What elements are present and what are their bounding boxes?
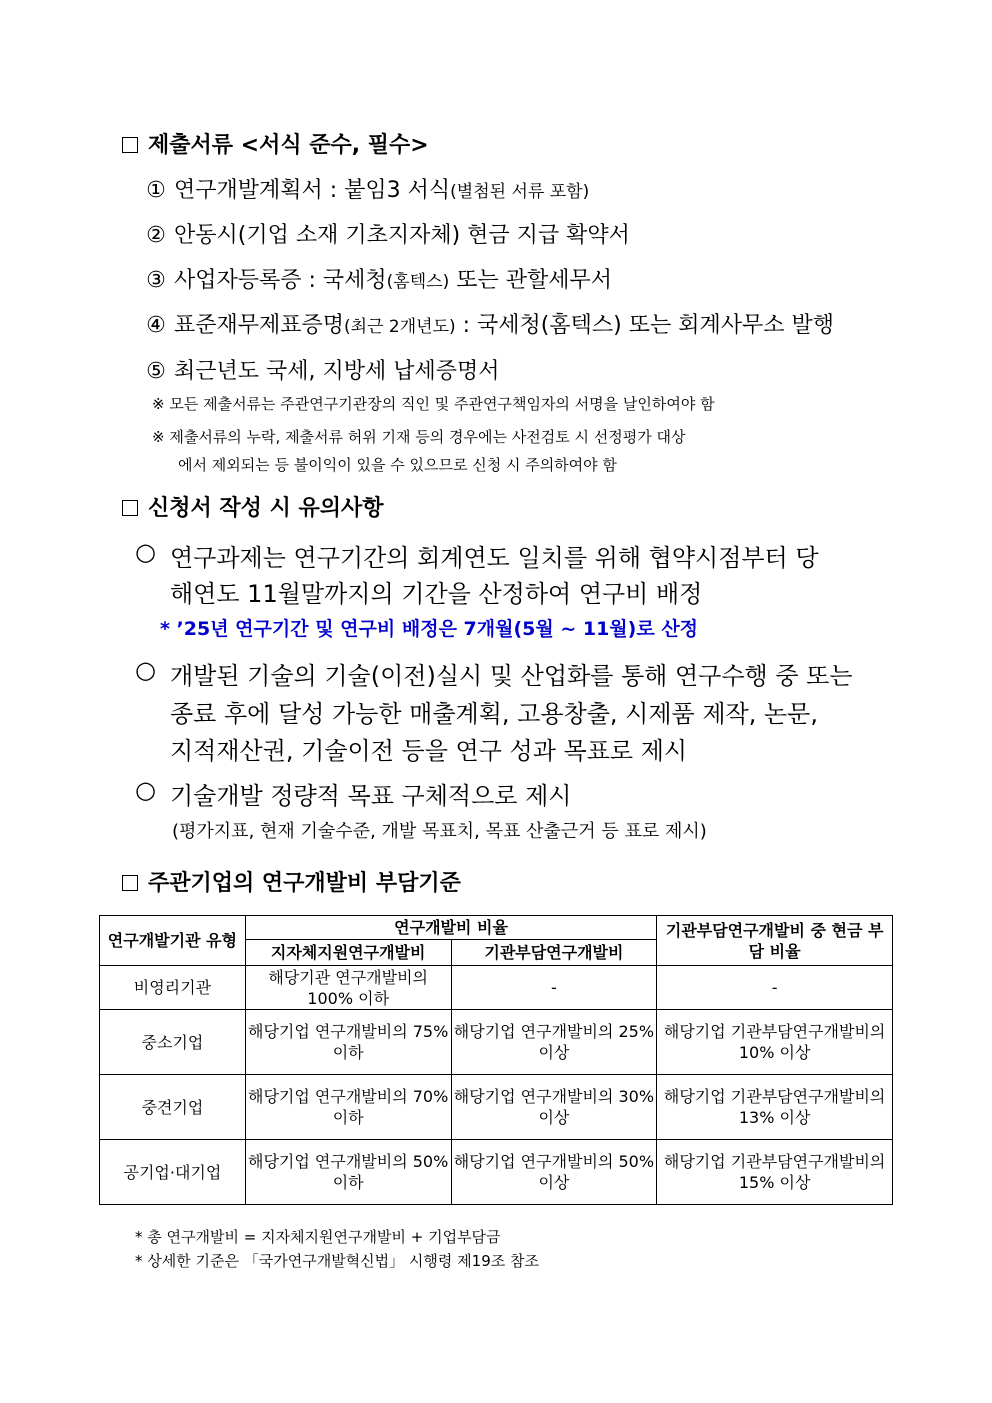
footnote-total: * 총 연구개발비 = 지자체지원연구개발비 + 기업부담금 — [135, 1228, 501, 1246]
header-ratio: 연구개발비 비율 — [245, 916, 656, 940]
cell-local: 해당기업 연구개발비의 50%이하 — [245, 1140, 451, 1205]
para-2-line-1: 개발된 기술의 기술(이전)실시 및 산업화를 통해 연구수행 중 또는 — [170, 662, 853, 690]
footnote-law: * 상세한 기준은 「국가연구개발혁신법」 시행령 제19조 참조 — [135, 1252, 539, 1270]
square-bullet-icon — [122, 137, 138, 153]
period-note: * ’25년 연구기간 및 연구비 배정은 7개월(5월 ~ 11월)로 산정 — [160, 618, 699, 640]
cell-type: 공기업·대기업 — [100, 1140, 246, 1205]
cell-cash: 해당기업 기관부담연구개발비의 10% 이상 — [657, 1010, 893, 1075]
para-1-line-1: 연구과제는 연구기간의 회계연도 일치를 위해 협약시점부터 당 — [170, 544, 819, 572]
table-row — [100, 1140, 893, 1205]
cell-inst: 해당기업 연구개발비의 25% 이상 — [451, 1010, 657, 1075]
cell-cash: - — [657, 966, 893, 1010]
section-heading-cost-standard: 주관기업의 연구개발비 부담기준 — [122, 866, 461, 897]
section-heading-cautions: 신청서 작성 시 유의사항 — [122, 491, 384, 522]
cell-type: 비영리기관 — [100, 966, 246, 1010]
table-row — [100, 1010, 893, 1075]
bullet-icon: ○ — [135, 538, 156, 566]
para-1-line-2: 해연도 11월말까지의 기간을 산정하여 연구비 배정 — [170, 580, 703, 608]
cell-local: 해당기업 연구개발비의 75%이하 — [245, 1010, 451, 1075]
note-signature: ※ 모든 제출서류는 주관연구기관장의 직인 및 주관연구책임자의 서명을 날인하여야 함 — [152, 395, 715, 413]
header-inst-fund: 기관부담연구개발비 — [451, 940, 657, 966]
para-2-line-3: 지적재산권, 기술이전 등을 연구 성과 목표로 제시 — [170, 737, 688, 765]
cell-local: 해당기관 연구개발비의 100% 이하 — [245, 966, 451, 1010]
table-row — [100, 966, 893, 1010]
header-local-fund: 지자체지원연구개발비 — [245, 940, 451, 966]
cell-cash: 해당기업 기관부담연구개발비의 15% 이상 — [657, 1140, 893, 1205]
note-omission: ※ 제출서류의 누락, 제출서류 허위 기재 등의 경우에는 사전검토 시 선정평가 대상 — [152, 428, 686, 446]
para-3-sub: (평가지표, 현재 기술수준, 개발 목표치, 목표 산출근거 등 표로 제시) — [172, 821, 707, 842]
doc-item-3: ③ 사업자등록증 : 국세청(홈텍스) 또는 관할세무서 — [146, 268, 612, 293]
bullet-icon: ○ — [135, 776, 156, 804]
cell-type: 중견기업 — [100, 1075, 246, 1140]
section-heading-documents: 제출서류 <서식 준수, 필수> — [122, 128, 429, 159]
cell-inst: 해당기업 연구개발비의 50% 이상 — [451, 1140, 657, 1205]
doc-item-2: ② 안동시(기업 소재 기초지자체) 현금 지급 확약서 — [146, 223, 630, 248]
cell-type: 중소기업 — [100, 1010, 246, 1075]
header-org-type: 연구개발기관 유형 — [100, 916, 246, 966]
cell-local: 해당기업 연구개발비의 70%이하 — [245, 1075, 451, 1140]
doc-item-4: ④ 표준재무제표증명(최근 2개년도) : 국세청(홈텍스) 또는 회계사무소 발행 — [146, 313, 834, 338]
note-omission-cont: 에서 제외되는 등 불이익이 있을 수 있으므로 신청 시 주의하여야 함 — [178, 456, 617, 474]
cost-standard-table — [99, 915, 893, 1205]
bullet-icon: ○ — [135, 656, 156, 684]
header-cash-ratio: 기관부담연구개발비 중 현금 부담 비율 — [657, 916, 893, 966]
cell-inst: - — [451, 966, 657, 1010]
square-bullet-icon — [122, 500, 138, 516]
square-bullet-icon — [122, 875, 138, 891]
cell-inst: 해당기업 연구개발비의 30% 이상 — [451, 1075, 657, 1140]
doc-item-5: ⑤ 최근년도 국세, 지방세 납세증명서 — [146, 359, 500, 384]
table-row — [100, 1075, 893, 1140]
doc-item-1: ① 연구개발계획서 : 붙임3 서식(별첨된 서류 포함) — [146, 178, 590, 203]
para-3: 기술개발 정량적 목표 구체적으로 제시 — [170, 782, 572, 810]
para-2-line-2: 종료 후에 달성 가능한 매출계획, 고용창출, 시제품 제작, 논문, — [170, 700, 818, 728]
cell-cash: 해당기업 기관부담연구개발비의 13% 이상 — [657, 1075, 893, 1140]
